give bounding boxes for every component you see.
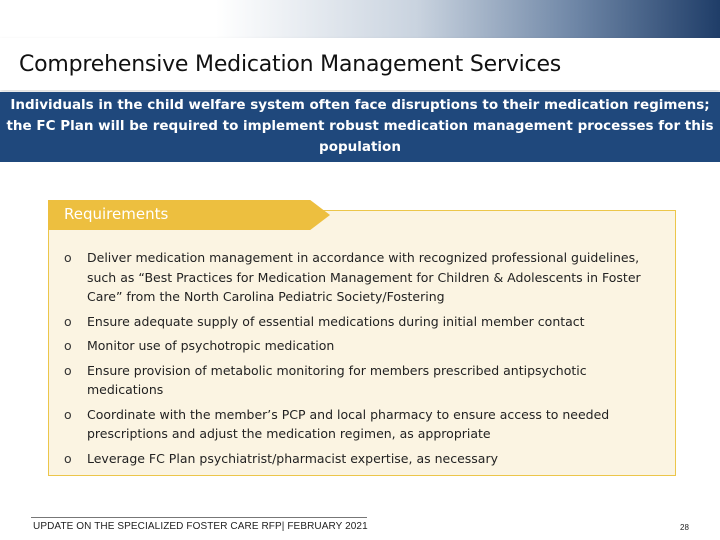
list-item	[62, 405, 662, 444]
requirements-list	[62, 248, 662, 473]
footer-text: UPDATE ON THE SPECIALIZED FOSTER CARE RFP| FEBRUARY 2021	[33, 521, 368, 532]
list-item	[62, 361, 662, 400]
list-item	[62, 449, 662, 469]
footer-divider	[31, 517, 367, 518]
bullet-icon: o	[64, 338, 72, 353]
bullet-icon: o	[64, 406, 72, 422]
page-number: 28	[680, 523, 689, 532]
requirements-label: Requirements	[64, 205, 169, 223]
list-item-text: Ensure adequate supply of essential medications during initial member contact	[87, 313, 585, 329]
bullet-icon: o	[64, 313, 72, 329]
list-item-text: Ensure provision of metabolic monitoring for members prescribed antipsychotic medications	[87, 362, 587, 397]
bullet-icon: o	[64, 450, 72, 466]
summary-banner: Individuals in the child welfare system often face disruptions to their medication regimens; the FC Plan will be required to implement robust medication management processes for this population	[0, 92, 720, 162]
list-item-text: Deliver medication management in accordance with recognized professional guidelines, such as “Best Practices for Medication Management for Children & Adolescents in Foster Care” from the North Carolina Pediatric Society/Fostering	[87, 250, 641, 304]
list-item-text: Monitor use of psychotropic medication	[87, 338, 335, 353]
list-item	[62, 248, 662, 307]
header-gradient	[0, 0, 720, 38]
title-bar	[0, 38, 720, 90]
bullet-icon: o	[64, 362, 72, 378]
list-item	[62, 336, 662, 356]
list-item-text: Leverage FC Plan psychiatrist/pharmacist expertise, as necessary	[87, 450, 498, 466]
slide-title: Comprehensive Medication Management Services	[19, 52, 562, 77]
bullet-icon: o	[64, 250, 72, 265]
list-item-text: Coordinate with the member’s PCP and local pharmacy to ensure access to needed prescriptions and adjust the medication regimen, as appropriate	[87, 406, 610, 441]
list-item	[62, 312, 662, 332]
